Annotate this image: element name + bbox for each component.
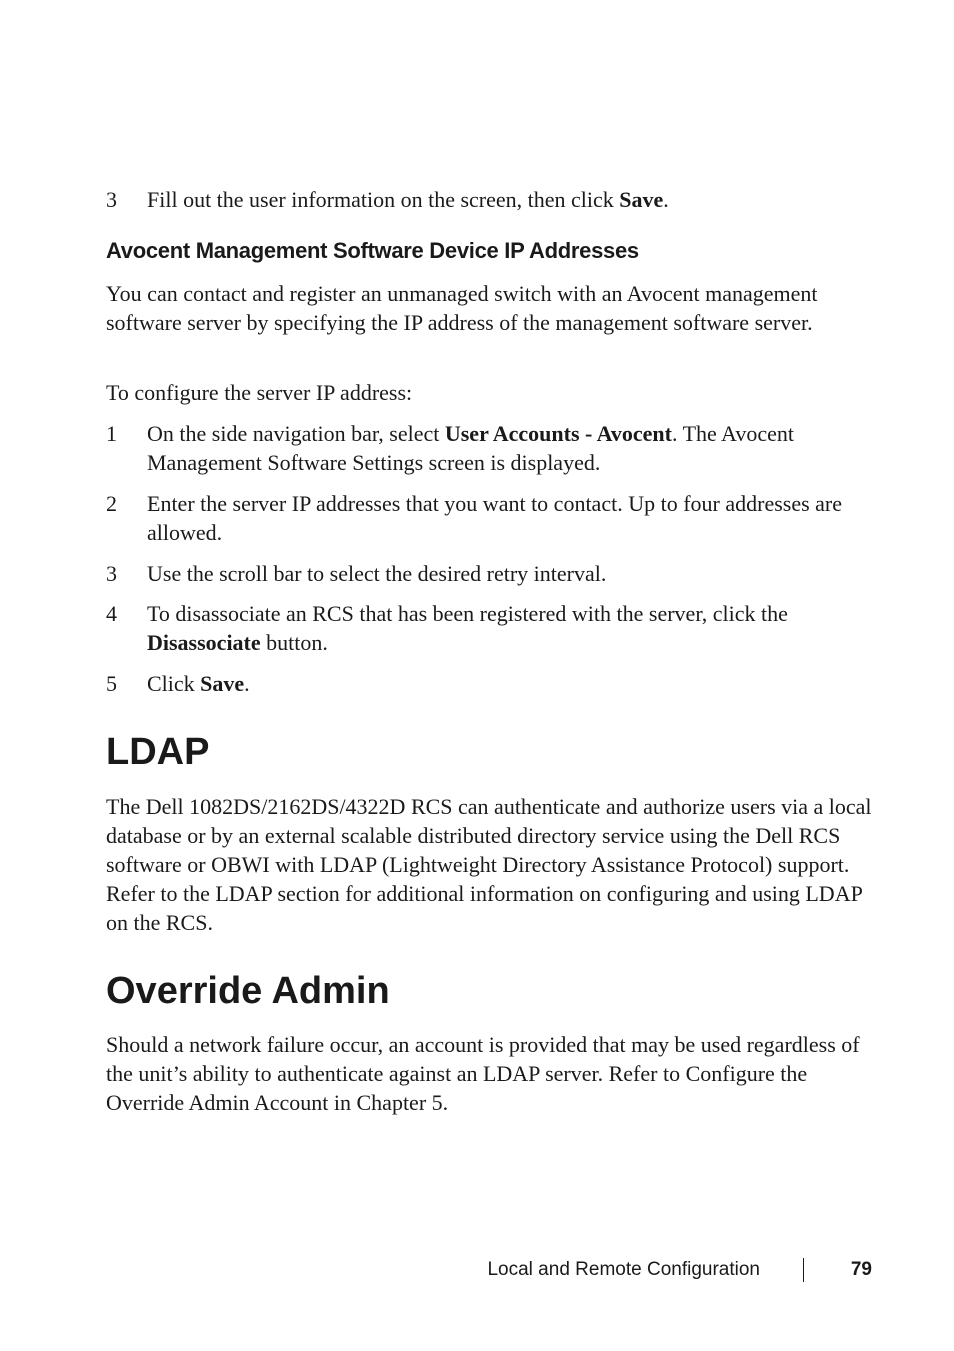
footer-chapter-title: Local and Remote Configuration [487,1259,760,1280]
section-heading-ldap: LDAP [106,731,210,773]
step-text: Enter the server IP addresses that you want to contact. Up to four addresses are allowed. [147,491,843,545]
step-text: Fill out the user information on the screen, then click Save. [147,187,669,212]
step-number: 3 [106,187,117,212]
step-text: Use the scroll bar to select the desired retry interval. [147,561,607,586]
page-number: 79 [850,1259,872,1280]
disassociate-label: Disassociate [147,630,261,655]
menu-path-label: User Accounts - Avocent [444,421,672,446]
ldap-paragraph: The Dell 1082DS/2162DS/4322D RCS can authenticate and authorize users via a local database or by an external scalable distributed directory service using the Dell RCS software or OBWI with LDAP (Lightweight Directory Assistance Protocol) support. Refer to the LDAP section for additional information on configuring and using LDAP on the RCS. [106,794,872,935]
step-number: 1 [106,421,117,446]
avocent-lead-paragraph: To configure the server IP address: [106,380,413,405]
override-admin-paragraph: Should a network failure occur, an account is provided that may be used regardless of the unit’s ability to authenticate against an LDAP server. Refer to Configure the Override Admin Account in Chapter 5. [106,1032,860,1115]
section-heading-override-admin: Override Admin [106,970,390,1012]
step-number: 2 [106,491,117,516]
step-text: To disassociate an RCS that has been registered with the server, click the Disassociate button. [147,601,788,655]
step-number: 4 [106,601,117,626]
save-label: Save [200,671,245,696]
save-label: Save [619,187,664,212]
step-text: Click Save. [147,671,250,696]
step-number: 5 [106,671,117,696]
step-text: On the side navigation bar, select User Accounts - Avocent. The Avocent Management Software Settings screen is displayed. [147,421,794,475]
step-number: 3 [106,561,117,586]
avocent-intro-paragraph: You can contact and register an unmanaged switch with an Avocent management software server by specifying the IP address of the management software server. [106,281,818,335]
section-heading-avocent: Avocent Management Software Device IP Addresses [106,238,639,263]
footer-separator [803,1258,804,1282]
